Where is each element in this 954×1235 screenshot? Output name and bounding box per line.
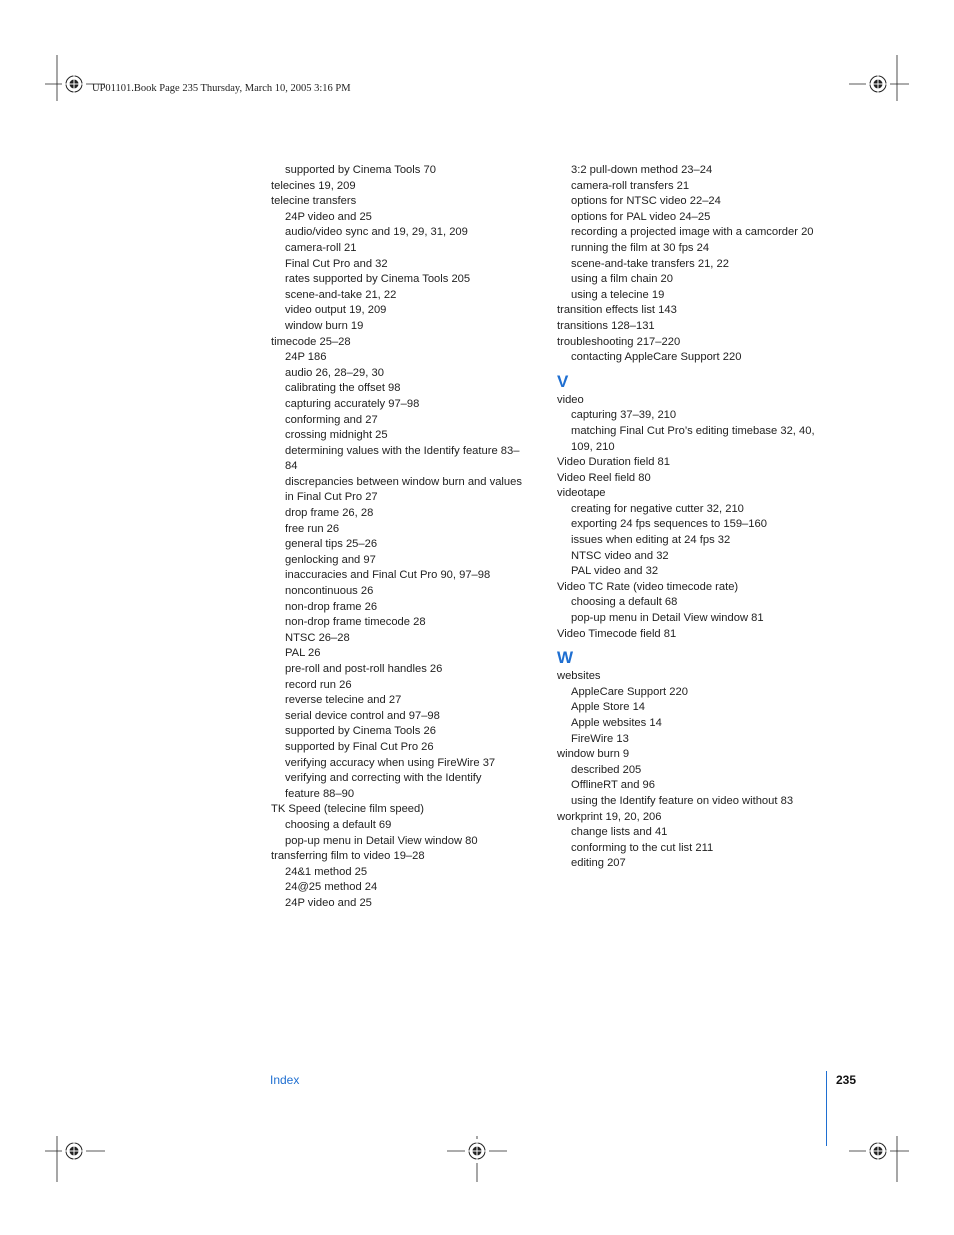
index-subentry: matching Final Cut Pro’s editing timebase 32, 40, — [571, 424, 815, 437]
footer-section-label: Index — [270, 1073, 300, 1087]
index-subentry: 3:2 pull-down method 23–24 — [571, 164, 713, 176]
registration-mark-icon — [45, 1122, 105, 1182]
print-slug: UP01101.Book Page 235 Thursday, March 10, 2005 3:16 PM — [92, 83, 351, 94]
index-entry: websites — [557, 670, 601, 683]
index-subentry: 24P video and 25 — [285, 210, 372, 223]
index-entry: window burn 9 — [557, 748, 630, 761]
index-subentry: inaccuracies and Final Cut Pro 90, 97–98 — [285, 569, 491, 582]
index-subentry: scene-and-take transfers 21, 22 — [571, 257, 729, 270]
index-subentry: record run 26 — [285, 678, 352, 691]
index-subentry: supported by Final Cut Pro 26 — [285, 740, 434, 753]
index-subentry: running the film at 30 fps 24 — [571, 241, 710, 254]
index-subentry: editing 207 — [571, 857, 626, 870]
index-subentry: pop-up menu in Detail View window 81 — [571, 612, 764, 625]
index-entry: Video Reel field 80 — [557, 471, 651, 484]
index-subentry: non-drop frame 26 — [285, 600, 378, 613]
index-subentry: verifying accuracy when using FireWire 37 — [285, 756, 496, 769]
index-entry: timecode 25–28 — [271, 335, 351, 348]
index-subentry: noncontinuous 26 — [285, 585, 374, 598]
index-subentry: genlocking and 97 — [285, 553, 376, 566]
index-subentry: window burn 19 — [285, 319, 364, 332]
index-subentry: 84 — [285, 460, 298, 473]
index-subentry: 24&1 method 25 — [285, 865, 368, 878]
registration-mark-icon — [447, 1122, 507, 1182]
index-entry: troubleshooting 217–220 — [557, 335, 681, 348]
index-subentry: camera-roll transfers 21 — [571, 179, 690, 192]
index-entry: Video Duration field 81 — [557, 456, 670, 469]
index-subentry: non-drop frame timecode 28 — [285, 616, 426, 629]
index-entry: transitions 128–131 — [557, 319, 655, 332]
index-subentry: creating for negative cutter 32, 210 — [571, 502, 744, 515]
index-subentry: change lists and 41 — [571, 826, 668, 839]
index-subentry: audio/video sync and 19, 29, 31, 209 — [285, 226, 468, 239]
index-subentry: choosing a default 68 — [571, 596, 678, 609]
index-subentry: video output 19, 209 — [285, 304, 387, 317]
index-subentry: NTSC video and 32 — [571, 549, 669, 562]
index-subentry: determining values with the Identify feature 83– — [285, 444, 520, 457]
index-letter-heading: V — [557, 371, 569, 391]
index-subentry: Final Cut Pro and 32 — [285, 257, 388, 270]
index-subentry: described 205 — [571, 763, 642, 776]
index-entry: TK Speed (telecine film speed) — [271, 803, 424, 816]
registration-mark-icon — [45, 55, 105, 115]
index-subentry: capturing 37–39, 210 — [571, 409, 677, 422]
index-subentry: Apple websites 14 — [571, 717, 662, 729]
index-subentry: camera-roll 21 — [285, 241, 357, 254]
index-subentry: 109, 210 — [571, 440, 615, 453]
page-number: 235 — [836, 1073, 857, 1087]
index-subentry: using the Identify feature on video without 83 — [571, 794, 794, 807]
index-subentry: options for PAL video 24–25 — [571, 210, 711, 223]
index-subentry: OfflineRT and 96 — [571, 779, 655, 792]
index-subentry: FireWire 13 — [571, 732, 629, 745]
index-subentry: using a telecine 19 — [571, 288, 665, 301]
index-subentry: serial device control and 97–98 — [285, 709, 440, 722]
index-entry: telecine transfers — [271, 195, 357, 208]
index-entry: transition effects list 143 — [557, 304, 677, 317]
index-subentry: drop frame 26, 28 — [285, 507, 374, 520]
index-subentry: recording a projected image with a camcorder 20 — [571, 226, 814, 239]
index-subentry: crossing midnight 25 — [285, 429, 388, 442]
index-subentry: supported by Cinema Tools 70 — [285, 164, 436, 176]
index-subentry: using a film chain 20 — [571, 273, 673, 286]
index-subentry: Apple Store 14 — [571, 701, 646, 714]
index-entry: Video TC Rate (video timecode rate) — [557, 580, 739, 593]
footer-divider — [826, 1071, 827, 1146]
index-subentry: conforming and 27 — [285, 413, 378, 426]
index-subentry: in Final Cut Pro 27 — [285, 491, 378, 504]
index-subentry: NTSC 26–28 — [285, 631, 350, 644]
index-subentry: feature 88–90 — [285, 787, 355, 800]
index-subentry: issues when editing at 24 fps 32 — [571, 534, 731, 547]
index-column-left — [271, 163, 536, 912]
index-subentry: PAL 26 — [285, 647, 321, 660]
index-letter-heading: W — [557, 648, 574, 668]
index-entry: telecines 19, 209 — [271, 179, 356, 192]
index-subentry: general tips 25–26 — [285, 538, 378, 551]
index-subentry: 24P video and 25 — [285, 896, 372, 909]
index-subentry: 24@25 method 24 — [285, 881, 378, 894]
index-subentry: choosing a default 69 — [285, 818, 392, 831]
index-subentry: PAL video and 32 — [571, 565, 659, 578]
index-subentry: verifying and correcting with the Identify — [285, 772, 482, 785]
registration-mark-icon — [849, 55, 909, 115]
index-subentry: pre-roll and post-roll handles 26 — [285, 663, 443, 675]
index-subentry: exporting 24 fps sequences to 159–160 — [571, 518, 767, 531]
index-entry: transferring film to video 19–28 — [271, 850, 425, 863]
index-subentry: 24P 186 — [285, 351, 327, 364]
index-subentry: reverse telecine and 27 — [285, 694, 402, 707]
index-subentry: scene-and-take 21, 22 — [285, 288, 397, 301]
index-subentry: calibrating the offset 98 — [285, 382, 401, 395]
index-entry: Video Timecode field 81 — [557, 627, 677, 640]
index-column-right — [557, 163, 832, 872]
index-subentry: discrepancies between window burn and values — [285, 475, 522, 488]
index-entry: videotape — [557, 487, 606, 500]
index-subentry: audio 26, 28–29, 30 — [285, 366, 384, 379]
index-subentry: supported by Cinema Tools 26 — [285, 725, 436, 738]
index-subentry: capturing accurately 97–98 — [285, 397, 420, 410]
index-subentry: conforming to the cut list 211 — [571, 841, 714, 854]
index-subentry: AppleCare Support 220 — [571, 685, 688, 698]
index-subentry: contacting AppleCare Support 220 — [571, 351, 742, 364]
index-subentry: free run 26 — [285, 522, 340, 535]
registration-mark-icon — [849, 1122, 909, 1182]
index-subentry: options for NTSC video 22–24 — [571, 195, 721, 208]
index-subentry: rates supported by Cinema Tools 205 — [285, 273, 471, 286]
index-entry: workprint 19, 20, 206 — [557, 810, 662, 823]
index-entry: video — [557, 393, 584, 406]
index-subentry: pop-up menu in Detail View window 80 — [285, 834, 478, 847]
